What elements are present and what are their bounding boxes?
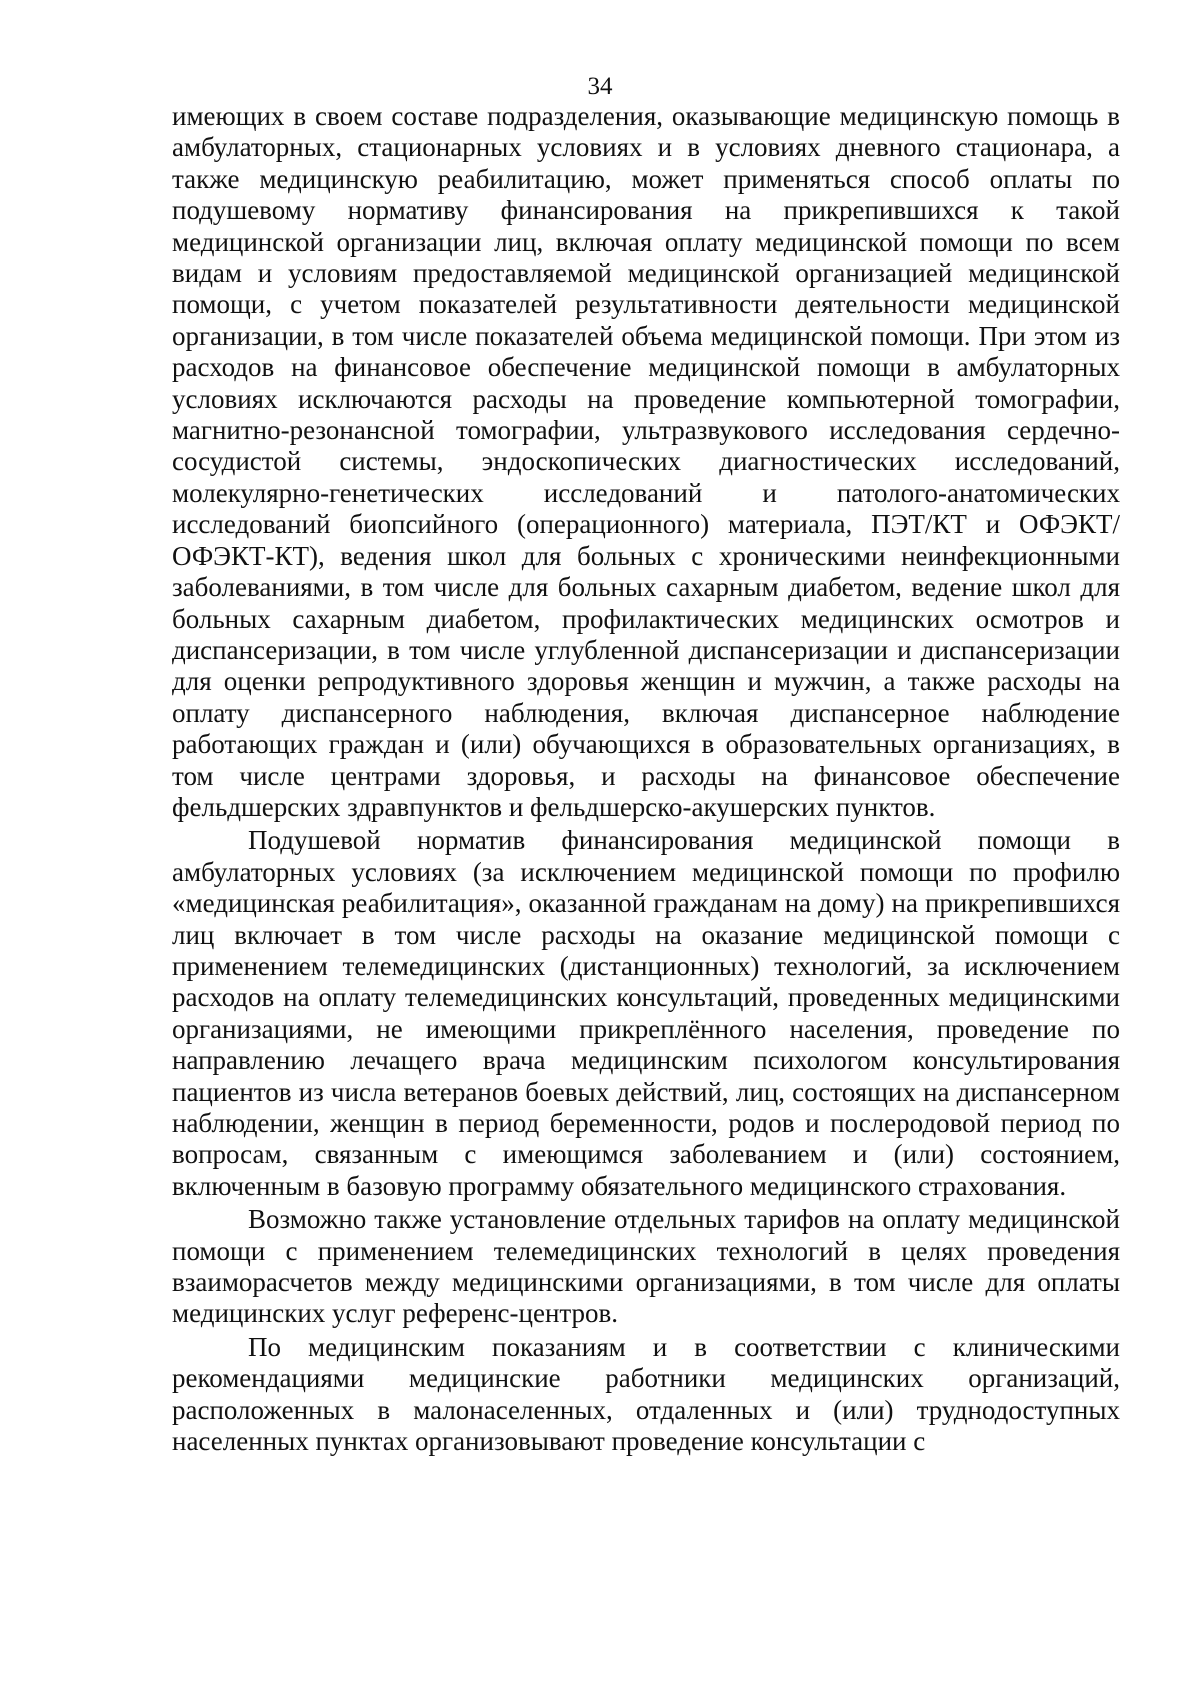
paragraph-per-capita-standard: Подушевой норматив финансирования медицинской помощи в амбулаторных условиях (за исключением медицинской помощи по профилю «медицинская реабилитация», оказанной гражданам на дому) на прикрепившихся лиц включает в том числе расходы на оказание медицинской помощи с применением телемедицинских (дистанционных) технологий, за исключением расходов на оплату телемедицинских консультаций, проведенных медицинскими организациями, не имеющими прикреплённого населения, проведение по направлению лечащего врача медицинским психологом консультирования пациентов из числа ветеранов боевых действий, лиц, состоящих на диспансерном наблюдении, женщин в период беременности, родов и послеродовой период по вопросам, связанным с имеющимся заболеванием и (или) состоянием, включенным в базовую программу обязательного медицинского страхования. [172, 825, 1120, 1201]
paragraph-continuation: имеющих в своем составе подразделения, оказывающие медицинскую помощь в амбулаторных, стационарных условиях и в условиях дневного стационара, а также медицинскую реабилитацию, может применяться способ оплаты по подушевому нормативу финансирования на прикрепившихся к такой медицинской организации лиц, включая оплату медицинской помощи по всем видам и условиям предоставляемой медицинской организацией медицинской помощи, с учетом показателей результативности деятельности медицинской организации, в том числе показателей объема медицинской помощи. При этом из расходов на финансовое обеспечение медицинской помощи в амбулаторных условиях исключаются расходы на проведение компьютерной томографии, магнитно-резонансной томографии, ультразвукового исследования сердечно-сосудистой системы, эндоскопических диагностических исследований, молекулярно-генетических исследований и патолого-анатомических исследований биопсийного (операционного) материала, ПЭТ/КТ и ОФЭКТ/ОФЭКТ-КТ), ведения школ для больных с хроническими неинфекционными заболеваниями, в том числе для больных сахарным диабетом, ведение школ для больных сахарным диабетом, профилактических медицинских осмотров и диспансеризации, в том числе углубленной диспансеризации и диспансеризации для оценки репродуктивного здоровья женщин и мужчин, а также расходы на оплату диспансерного наблюдения, включая диспансерное наблюдение работающих граждан и (или) обучающихся в образовательных организациях, в том числе центрами здоровья, и расходы на финансовое обеспечение фельдшерских здравпунктов и фельдшерско-акушерских пунктов. [172, 101, 1120, 822]
paragraph-telemedicine-tariffs: Возможно также установление отдельных тарифов на оплату медицинской помощи с применением телемедицинских технологий в целях проведения взаиморасчетов между медицинскими организациями, в том числе для оплаты медицинских услуг референс-центров. [172, 1204, 1120, 1329]
document-body [172, 101, 1120, 1457]
paragraph-remote-consultations: По медицинским показаниям и в соответствии с клиническими рекомендациями медицинские работники медицинских организаций, расположенных в малонаселенных, отдаленных и (или) труднодоступных населенных пунктах организовывают проведение консультации с [172, 1331, 1120, 1457]
page-number: 34 [587, 73, 613, 100]
